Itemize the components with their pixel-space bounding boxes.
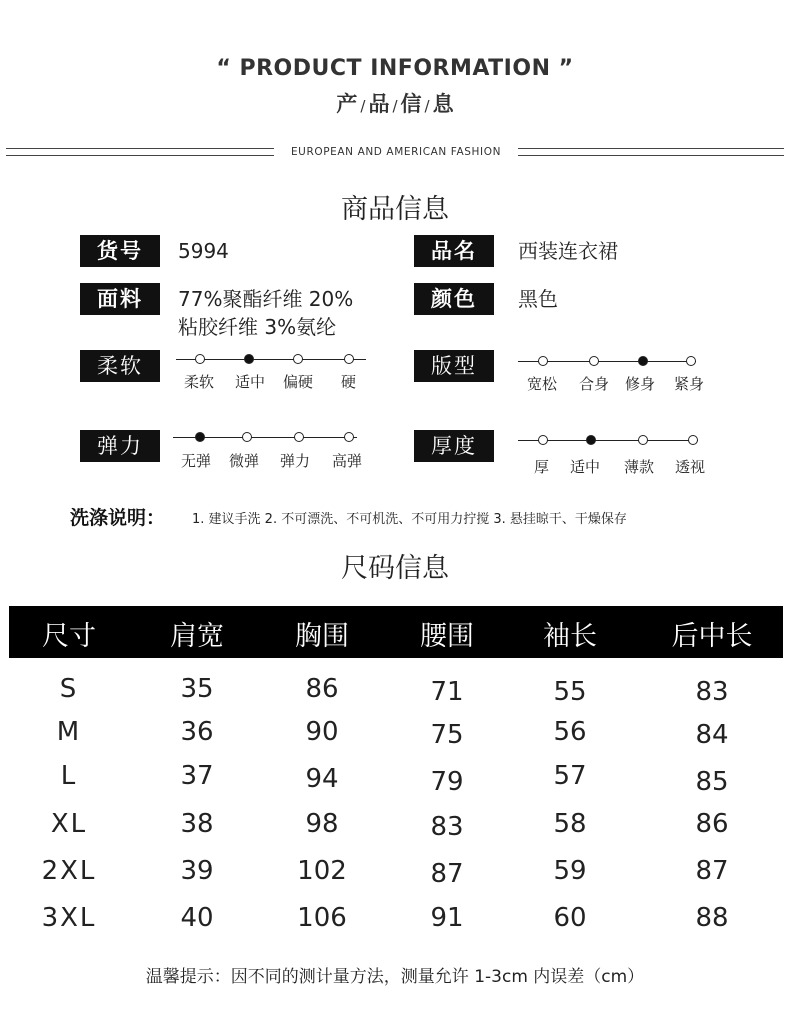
item-no-label: 货号 xyxy=(80,235,160,267)
size-table-header-cell: 腰围 xyxy=(420,621,474,652)
fit-option-label: 修身 xyxy=(625,375,656,393)
size-table-cell: 106 xyxy=(297,903,347,933)
fit-scale xyxy=(518,355,696,367)
thickness-scale-dot-selected xyxy=(586,435,596,445)
thickness-scale-dot xyxy=(638,435,648,445)
size-table-header-cell: 胸围 xyxy=(295,621,349,652)
elasticity-scale-dot-selected xyxy=(195,432,205,442)
size-table-cell: 38 xyxy=(180,809,214,839)
softness-scale-dot xyxy=(344,354,354,364)
fit-scale-dot xyxy=(538,356,548,366)
size-table-cell: 40 xyxy=(180,903,214,933)
thickness-option-label: 适中 xyxy=(570,458,601,476)
header-separator: / xyxy=(424,97,430,115)
size-table-cell: 87 xyxy=(430,859,464,889)
header-separator: / xyxy=(392,97,398,115)
elasticity-option-label: 弹力 xyxy=(280,452,311,470)
thickness-label: 厚度 xyxy=(414,430,494,462)
header-char: 产 xyxy=(336,92,358,116)
elasticity-option-label: 微弹 xyxy=(229,452,260,470)
item-no-value: 5994 xyxy=(178,239,229,263)
fabric-value-line1: 77%聚酯纤维 20% xyxy=(178,287,354,311)
size-table-cell: 91 xyxy=(430,903,464,933)
size-table-cell: 39 xyxy=(180,856,214,886)
header-char: 信 xyxy=(400,92,422,116)
size-table-cell: 83 xyxy=(695,677,729,707)
thickness-scale-dot xyxy=(538,435,548,445)
size-table-cell: 60 xyxy=(553,903,587,933)
divider-label: EUROPEAN AND AMERICAN FASHION xyxy=(274,146,518,158)
header-separator: / xyxy=(360,97,366,115)
care-label: 洗涤说明： xyxy=(70,507,166,529)
header-title-en: “ PRODUCT INFORMATION ” xyxy=(216,56,574,81)
size-table-cell: 55 xyxy=(553,677,587,707)
size-table-cell: 90 xyxy=(305,717,339,747)
divider-rule-left xyxy=(6,148,274,156)
elasticity-scale-dot xyxy=(344,432,354,442)
care-text: 1. 建议手洗 2. 不可漂洗、不可机洗、不可用力拧搅 3. 悬挂晾干、干燥保存 xyxy=(192,512,627,527)
size-table-cell: 37 xyxy=(180,761,214,791)
fit-scale-dot-selected xyxy=(638,356,648,366)
elasticity-label: 弹力 xyxy=(80,430,160,462)
size-table-cell: 56 xyxy=(553,717,587,747)
thickness-option-label: 透视 xyxy=(675,458,706,476)
size-table-cell: 58 xyxy=(553,809,587,839)
product-info-title: 商品信息 xyxy=(341,194,449,225)
size-table-cell: 36 xyxy=(180,717,214,747)
product-name-label: 品名 xyxy=(414,235,494,267)
size-table-cell: 86 xyxy=(695,809,729,839)
size-table-size-cell: L xyxy=(60,761,78,791)
size-table-cell: 83 xyxy=(430,812,464,842)
size-table-cell: 86 xyxy=(305,674,339,704)
size-table-cell: 87 xyxy=(695,856,729,886)
softness-option-label: 适中 xyxy=(235,373,266,391)
fit-label: 版型 xyxy=(414,350,494,382)
header-char: 息 xyxy=(432,92,454,116)
thickness-scale xyxy=(518,434,698,446)
size-table-cell: 85 xyxy=(695,767,729,797)
size-table-cell: 98 xyxy=(305,809,339,839)
size-table-cell: 71 xyxy=(430,677,464,707)
elasticity-scale-dot xyxy=(294,432,304,442)
size-table-cell: 35 xyxy=(180,674,214,704)
elasticity-option-label: 高弹 xyxy=(332,452,363,470)
elasticity-option-label: 无弹 xyxy=(181,452,212,470)
fabric-label: 面料 xyxy=(80,283,160,315)
fit-option-label: 合身 xyxy=(579,375,610,393)
color-label: 颜色 xyxy=(414,283,494,315)
header-title-cn xyxy=(0,88,790,118)
size-table-cell: 59 xyxy=(553,856,587,886)
fit-scale-dot xyxy=(589,356,599,366)
fit-option-label: 宽松 xyxy=(527,375,558,393)
size-table-header-cell: 尺寸 xyxy=(42,621,96,652)
size-table-size-cell: XL xyxy=(50,809,88,839)
size-table-cell: 102 xyxy=(297,856,347,886)
size-table-cell: 84 xyxy=(695,720,729,750)
size-table-cell: 79 xyxy=(430,767,464,797)
softness-label: 柔软 xyxy=(80,350,160,382)
size-table-size-cell: S xyxy=(59,674,79,704)
size-table-header-cell: 袖长 xyxy=(543,621,597,652)
fabric-value-line2: 粘胶纤维 3%氨纶 xyxy=(178,315,337,339)
divider-rule-right xyxy=(518,148,784,156)
footnote: 温馨提示：因不同的测计量方法，测量允许 1-3cm 内误差（cm） xyxy=(145,967,645,987)
size-table-size-cell: M xyxy=(56,717,82,747)
softness-scale-dot-selected xyxy=(244,354,254,364)
softness-option-label: 偏硬 xyxy=(283,373,314,391)
thickness-option-label: 厚 xyxy=(534,458,550,476)
size-table-header-cell: 后中长 xyxy=(671,621,753,652)
softness-scale-dot xyxy=(195,354,205,364)
softness-scale-dot xyxy=(293,354,303,364)
size-table-cell: 94 xyxy=(305,764,339,794)
thickness-scale-dot xyxy=(688,435,698,445)
size-table-size-cell: 2XL xyxy=(41,856,97,886)
softness-option-label: 硬 xyxy=(341,373,357,391)
color-value: 黑色 xyxy=(518,287,558,311)
fit-scale-dot xyxy=(686,356,696,366)
fit-option-label: 紧身 xyxy=(674,375,705,393)
header-char: 品 xyxy=(368,92,390,116)
size-table-size-cell: 3XL xyxy=(41,903,97,933)
size-table-cell: 88 xyxy=(695,903,729,933)
thickness-option-label: 薄款 xyxy=(624,458,655,476)
elasticity-scale-dot xyxy=(242,432,252,442)
softness-option-label: 柔软 xyxy=(184,373,215,391)
elasticity-scale xyxy=(173,431,357,443)
size-table-cell: 75 xyxy=(430,720,464,750)
size-info-title: 尺码信息 xyxy=(341,553,449,584)
size-table-header-cell: 肩宽 xyxy=(170,621,224,652)
size-table-cell: 57 xyxy=(553,761,587,791)
product-name-value: 西装连衣裙 xyxy=(518,239,618,263)
softness-scale xyxy=(176,353,366,365)
